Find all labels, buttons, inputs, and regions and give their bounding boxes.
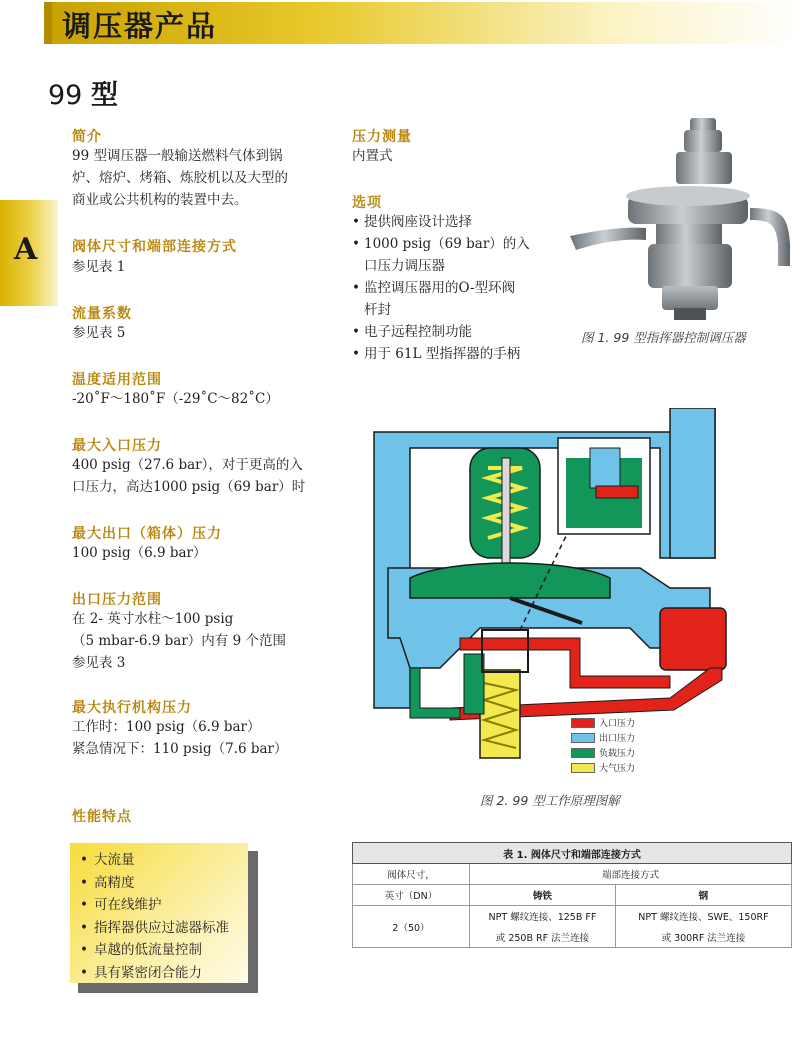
temp-text: -20˚F～180˚F（-29˚C～82˚C） [72, 391, 279, 407]
options-heading: 选项 [352, 195, 382, 211]
features-heading: 性能特点 [72, 809, 132, 825]
col-size-header-2: 英寸（DN） [353, 885, 470, 906]
model-title [48, 73, 118, 112]
spec-table [352, 842, 792, 948]
table-1 [352, 842, 792, 948]
pressure-reg-text: 内置式 [352, 148, 393, 164]
intro-line-2: 炉、熔炉、烤箱、炼胶机以及大型的 [72, 170, 288, 186]
legend-item [571, 760, 635, 775]
table-caption-row [353, 843, 792, 864]
option-item: • 监控调压器用的O-型环阀 [352, 277, 530, 299]
legend-swatch [571, 763, 595, 773]
options-list [352, 211, 530, 365]
option-item-cont [352, 299, 530, 321]
max-inlet-line-1: 400 psig（27.6 bar），对于更高的入 [72, 457, 303, 473]
legend-item [571, 730, 635, 745]
intro-heading: 简介 [72, 129, 102, 145]
max-actuator-line-2: 紧急情况下：110 psig（7.6 bar） [72, 741, 288, 757]
legend-item [571, 715, 635, 730]
legend-swatch [571, 748, 595, 758]
max-inlet-line-2: 口压力，高达1000 psig（69 bar）时 [72, 479, 306, 495]
features-list [80, 849, 229, 984]
intro-line-3: 商业或公共机构的装置中去。 [72, 192, 248, 208]
steel-header: 钢 [615, 885, 791, 906]
option-item: • 1000 psig（69 bar）的入 [352, 233, 530, 255]
steel-cell-2: 或 300RF 法兰连接 [615, 927, 791, 948]
legend-label: 大气压力 [599, 764, 636, 774]
col-size-header-1: 阀体尺寸， [353, 864, 470, 885]
intro-line-1: 99 型调压器一般输送燃料气体到锅 [72, 148, 283, 164]
outlet-range-line-1: 在 2- 英寸水柱～100 psig [72, 611, 234, 627]
feature-item: • 指挥器供应过滤器标准 [80, 917, 229, 940]
cast-iron-cell-2: 或 250B RF 法兰连接 [470, 927, 616, 948]
legend-label: 出口压力 [599, 734, 636, 744]
steel-cell-1: NPT 螺纹连接、SWE、150RF [615, 906, 791, 927]
flow-heading: 流量系数 [72, 306, 132, 322]
outlet-range-line-2: （5 mbar-6.9 bar）内有 9 个范围 [72, 633, 286, 649]
pressure-reg-heading: 压力测量 [352, 129, 412, 145]
legend-swatch [571, 718, 595, 728]
end-connection-header: 端部连接方式 [470, 864, 792, 885]
max-outlet-text: 100 psig（6.9 bar） [72, 545, 207, 561]
max-actuator-heading: 最大执行机构压力 [72, 700, 192, 716]
feature-item: • 高精度 [80, 872, 229, 895]
header-accent [44, 2, 52, 44]
cast-iron-header: 铸铁 [470, 885, 616, 906]
table-header-row [353, 864, 792, 885]
body-size-heading: 阀体尺寸和端部连接方式 [72, 239, 237, 255]
option-item-cont-text: 杆封 [364, 302, 391, 318]
feature-item: • 大流量 [80, 849, 229, 872]
regulator-photo [550, 116, 796, 322]
table-row [353, 906, 792, 927]
option-item: • 用于 61L 型指挥器的手柄 [352, 343, 530, 365]
page-title: 调压器产品 [62, 9, 218, 43]
legend-item [571, 745, 635, 760]
diagram-legend [571, 715, 635, 775]
figure-1-caption: 图 1. 99 型指挥器控制调压器 [581, 330, 746, 345]
figure-2-caption: 图 2. 99 型工作原理图解 [480, 793, 620, 808]
cast-iron-cell-1: NPT 螺纹连接、125B FF [470, 906, 616, 927]
feature-item: • 具有紧密闭合能力 [80, 962, 229, 985]
model-suffix: 型 [90, 80, 118, 111]
legend-label: 负载压力 [599, 749, 636, 759]
option-item-cont-text: 口压力调压器 [364, 258, 445, 274]
temp-heading: 温度适用范围 [72, 372, 162, 388]
option-item: • 电子远程控制功能 [352, 321, 530, 343]
section-tab-letter: A [14, 232, 38, 267]
feature-item: • 可在线维护 [80, 894, 229, 917]
option-item-cont [352, 255, 530, 277]
max-outlet-heading: 最大出口（箱体）压力 [72, 526, 222, 542]
max-actuator-line-1: 工作时：100 psig（6.9 bar） [72, 719, 261, 735]
outlet-range-line-3: 参见表 3 [72, 655, 126, 671]
feature-item: • 卓越的低流量控制 [80, 939, 229, 962]
body-size-text: 参见表 1 [72, 259, 126, 275]
flow-text: 参见表 5 [72, 325, 126, 341]
max-inlet-heading: 最大入口压力 [72, 438, 162, 454]
size-cell: 2（50） [353, 906, 470, 948]
table-caption: 表 1. 阀体尺寸和端部连接方式 [353, 843, 792, 864]
model-number: 99 [48, 80, 83, 111]
working-principle-diagram [370, 408, 750, 788]
table-subheader-row [353, 885, 792, 906]
option-item: • 提供阀座设计选择 [352, 211, 530, 233]
legend-swatch [571, 733, 595, 743]
legend-label: 入口压力 [599, 719, 636, 729]
outlet-range-heading: 出口压力范围 [72, 592, 162, 608]
